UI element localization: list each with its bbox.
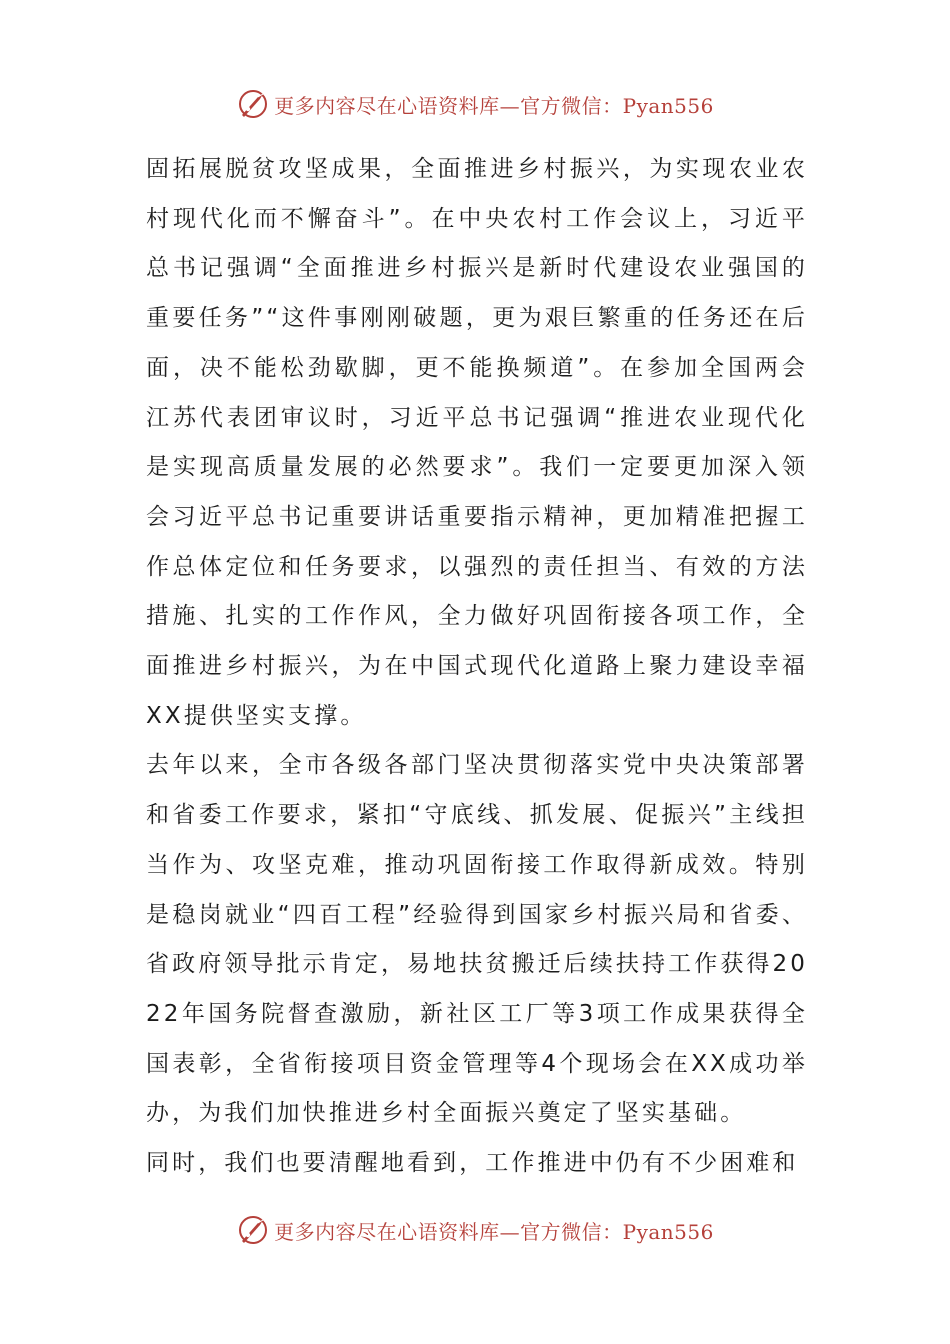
paragraph-3: 同时，我们也要清醒地看到，工作推进中仍有不少困难和 [146,1150,799,1177]
header-banner [0,84,950,124]
footer-banner-text: 更多内容尽在心语资料库—官方微信：Pyan556 [274,1219,714,1244]
footer-banner [0,1210,950,1250]
header-banner-text: 更多内容尽在心语资料库—官方微信：Pyan556 [274,93,714,118]
paragraph-1: 固拓展脱贫攻坚成果，全面推进乡村振兴，为实现农业农村现代化而不懈奋斗”。在中央农村工作会议上，习近平总书记强调“全面推进乡村振兴是新时代建设农业强国的重要任务”“这件事刚刚破题，更为艰巨繁重的任务还在后面，决不能松劲歇脚，更不能换频道”。在参加全国两会江苏代表团审议时，习近平总书记强调“推进农业现代化是实现高质量发展的必然要求”。我们一定要更加深入领会习近平总书记重要讲话重要指示精神，更加精准把握工作总体定位和任务要求，以强烈的责任担当、有效的方法措施、扎实的工作作风，全力做好巩固衔接各项工作，全面推进乡村振兴，为在中国式现代化道路上聚力建设幸福XX提供坚实支撑。 [146,156,808,729]
pen-nib-icon [236,87,270,121]
document-body [146,145,808,1189]
pen-nib-icon [236,1213,270,1247]
paragraph-2: 去年以来，全市各级各部门坚决贯彻落实党中央决策部署和省委工作要求，紧扣“守底线、抓发展、促振兴”主线担当作为、攻坚克难，推动巩固衔接工作取得新成效。特别是稳岗就业“四百工程”经验得到国家乡村振兴局和省委、省政府领导批示肯定，易地扶贫搬迁后续扶持工作获得2022年国务院督查激励，新社区工厂等3项工作成果获得全国表彰，全省衔接项目资金管理等4个现场会在XX成功举办，为我们加快推进乡村全面振兴奠定了坚实基础。 [146,752,808,1127]
